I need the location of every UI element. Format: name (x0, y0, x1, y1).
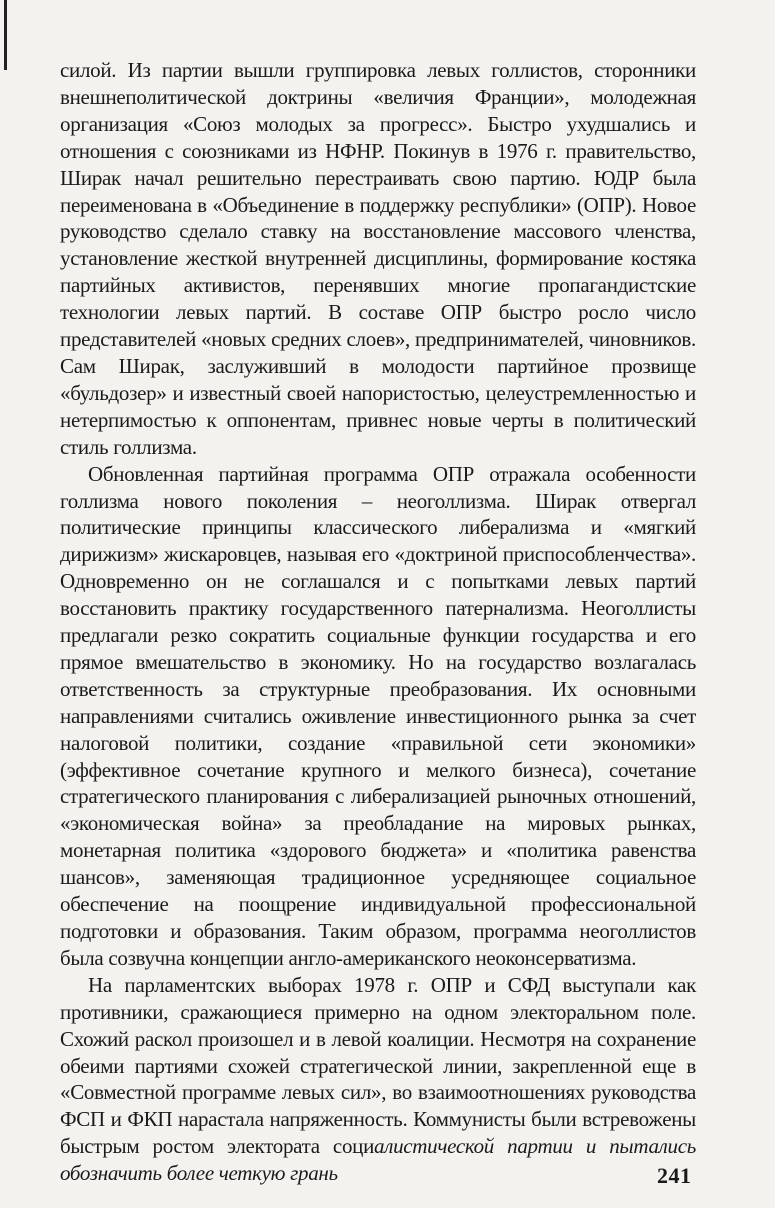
paragraph-2: Обновленная партийная программа ОПР отражала особенности голлизма нового поколения – неоголлизма. Ширак отвергал политические принципы классического либерализма и «мягкий дирижизм» жискаровцев, называя его «доктриной приспособленчества». Одновременно он не соглашался и с попытками левых партий восстановить практику государственного патернализма. Неоголлисты предлагали резко сократить социальные функции государства и его прямое вмешательство в экономику. Но на государство возлагалась ответственность за структурные преобразования. Их основными направлениями считались оживление инвестиционного рынка за счет налоговой политики, создание «правильной сети экономики» (эффективное сочетание крупного и мелкого бизнеса), сочетание стратегического планирования с либерализацией рыночных отношений, «экономическая война» за преобладание на мировых рынках, монетарная политика «здорового бюджета» и «политика равенства шансов», заменяющая традиционное усредняющее социальное обеспечение на поощрение индивидуальной профессиональной подготовки и образования. Таким образом, программа неоголлистов была созвучна концепции англо-американского неоконсерватизма. (60, 461, 696, 970)
scan-edge-mark (4, 0, 7, 70)
body-text (60, 57, 696, 1187)
paragraph-3-italic-tail: алистической партии и пытались обозначить более четкую грань (60, 1134, 696, 1186)
paragraph-1: силой. Из партии вышли группировка левых голлистов, сторонники внешнеполитической доктрины «величия Франции», молодежная организация «Союз молодых за прогресс». Быстро ухудшались и отношения с союзниками из НФНР. Покинув в 1976 г. правительство, Ширак начал решительно перестраивать свою партию. ЮДР была переименована в «Объединение в поддержку республики» (ОПР). Новое руководство сделало ставку на восстановление массового членства, установление жесткой внутренней дисциплины, формирование костяка партийных активистов, перенявших многие пропагандистские технологии левых партий. В составе ОПР быстро росло число представителей «новых средних слоев», предпринимателей, чиновников. Сам Ширак, заслуживший в молодости партийное прозвище «бульдозер» и известный своей напористостью, целеустремленностью и нетерпимостью к оппонентам, привнес новые черты в политический стиль голлизма. (60, 58, 696, 459)
paragraph-3 (60, 972, 696, 1187)
paragraph-3-text: На парламентских выборах 1978 г. ОПР и СФД выступали как противники, сражающиеся примерно на одном электоральном поле. Схожий раскол произошел и в левой коалиции. Несмотря на сохранение обеими партиями схожей стратегической линии, закрепленной еще в «Совместной программе левых сил», во взаимоотношениях руководства ФСП и ФКП нарастала напряженность. Коммунисты были встревожены быстрым ростом электората соци (60, 972, 696, 1159)
page-number: 241 (657, 1163, 692, 1188)
